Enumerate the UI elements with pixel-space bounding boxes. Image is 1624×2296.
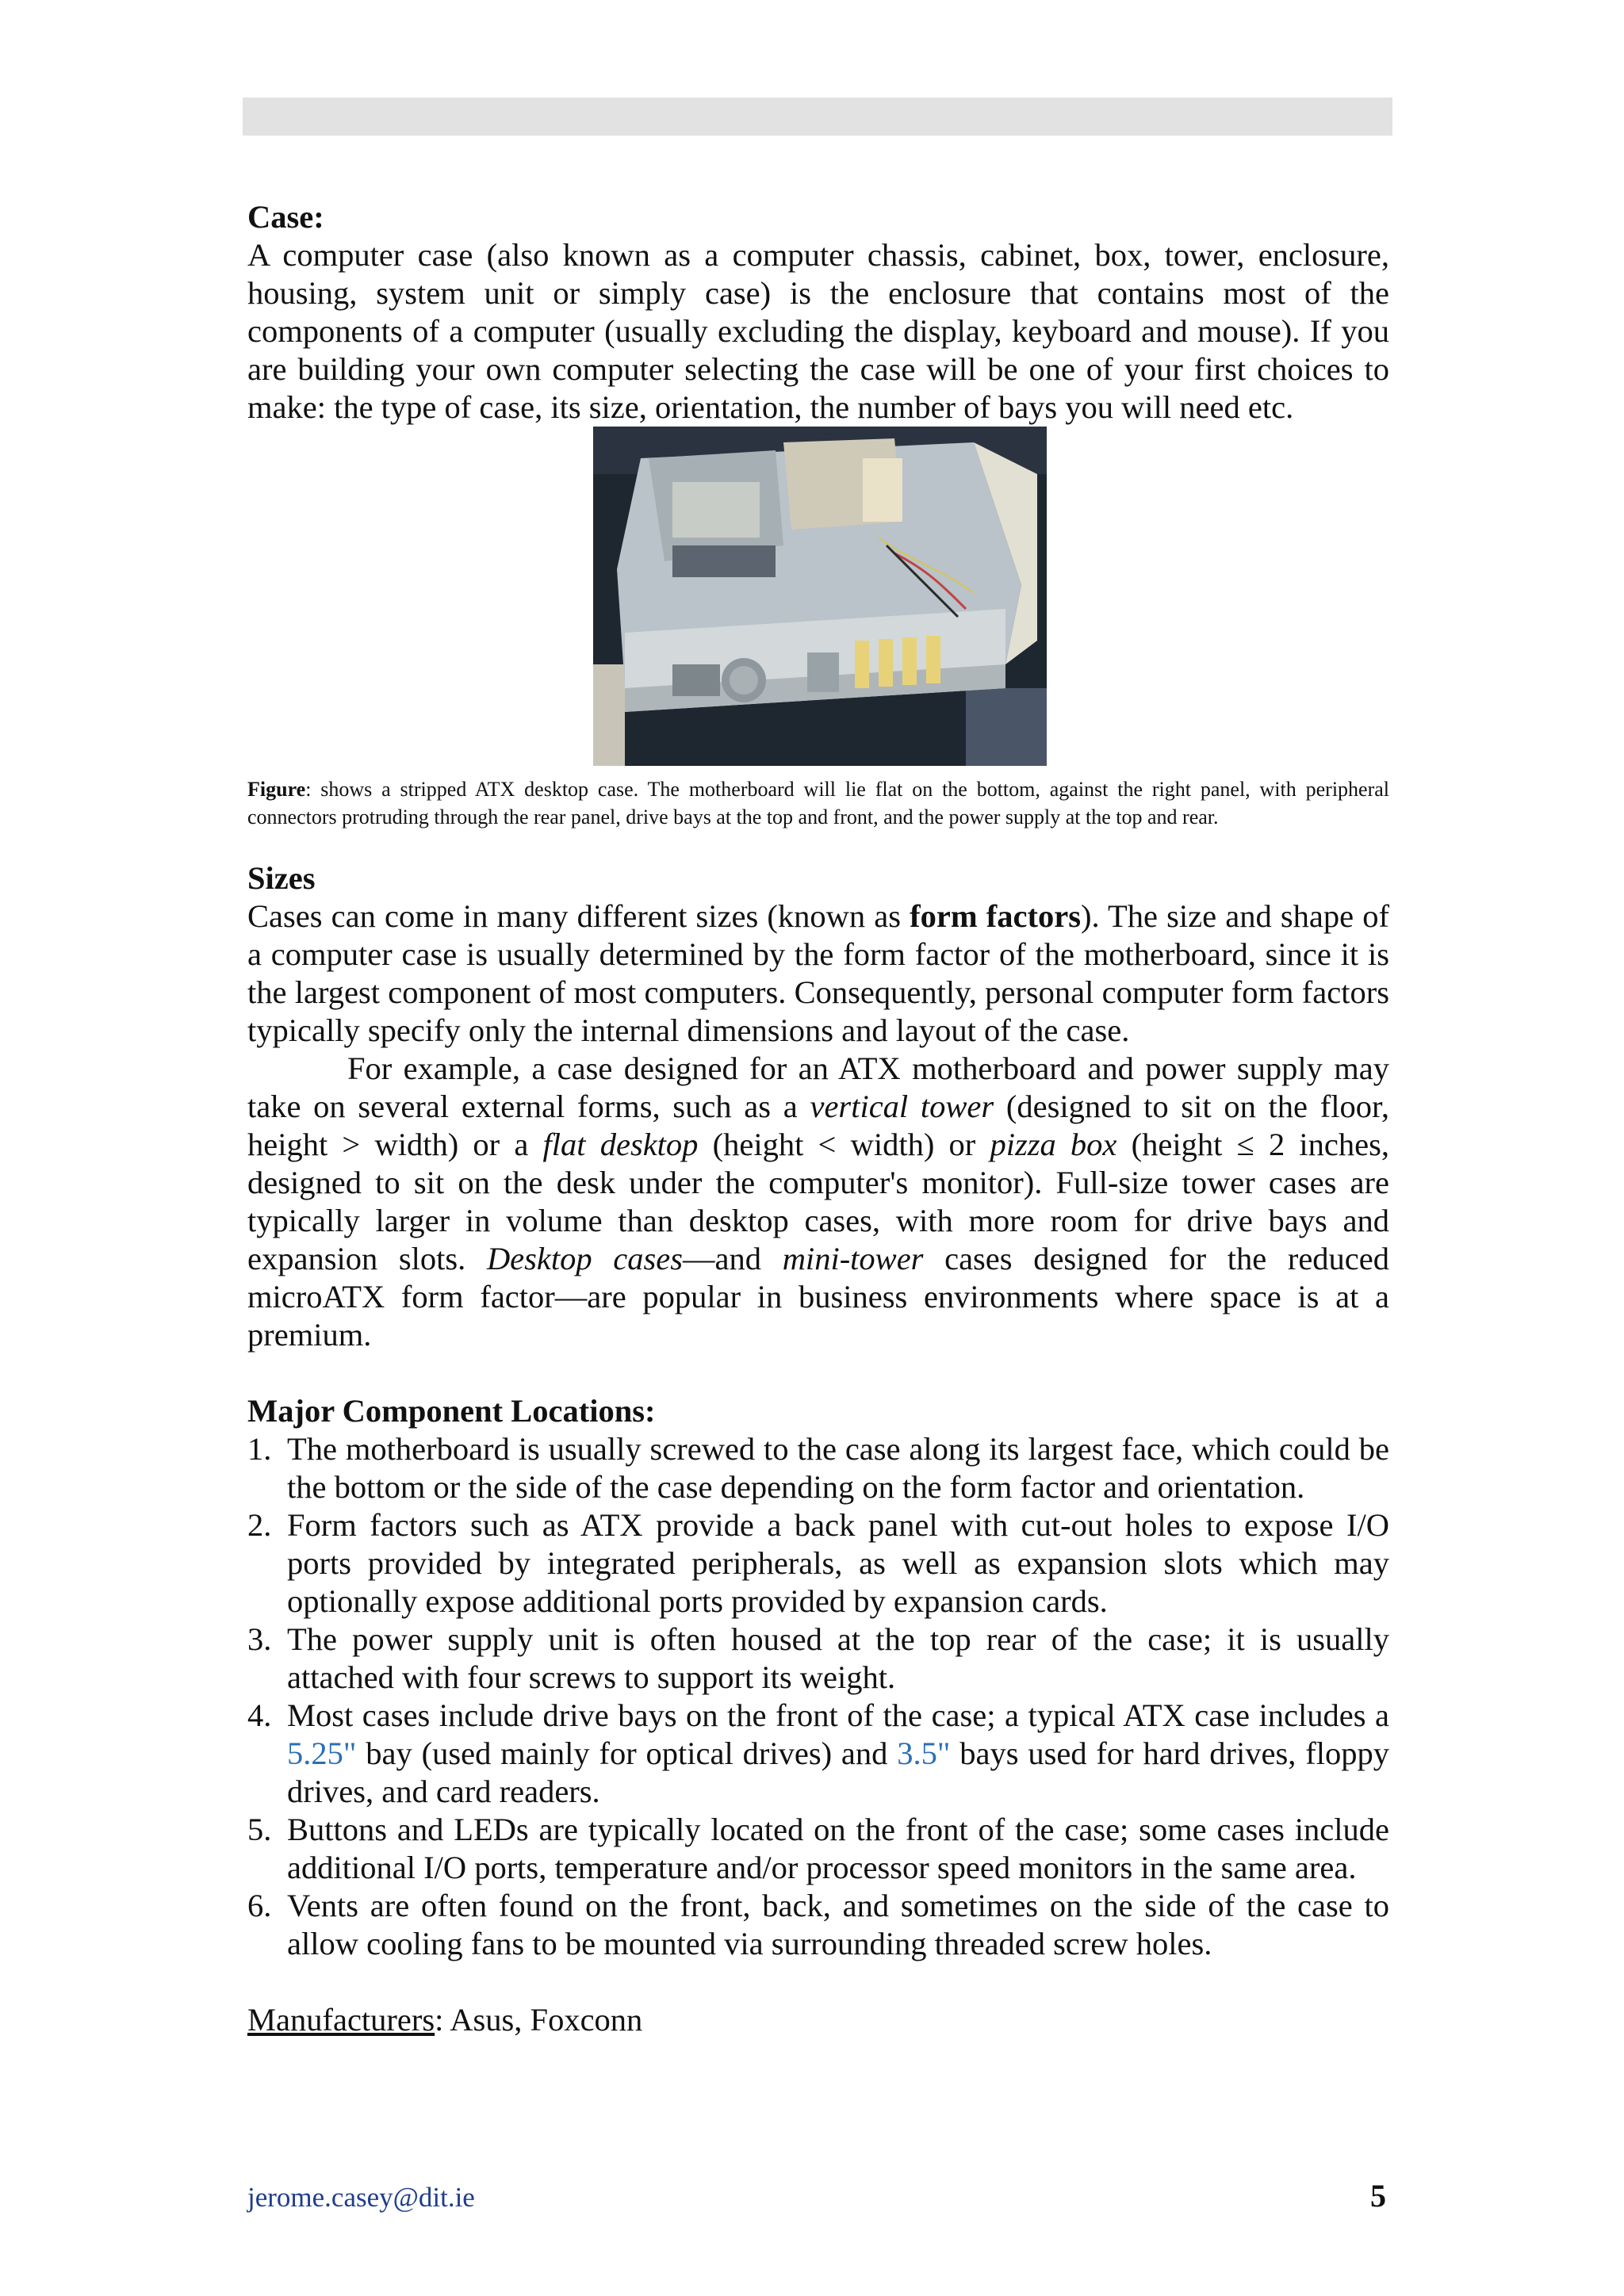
list-item-text: Form factors such as ATX provide a back panel with cut-out holes to expose I/O ports provided by integrated peripherals, as well as expansion slots which may optionally expose additional ports provided by expansion cards. [287, 1507, 1389, 1619]
manufacturers-line [247, 2001, 1389, 2039]
sizes-p2-text-f: cases designed for the reduced microATX form factor—are popular in business environments where space is at a premium. [247, 1241, 1390, 1353]
form-factors-term: form factors [910, 898, 1081, 934]
list-item [247, 1506, 1389, 1621]
list-number: 4. [247, 1697, 272, 1733]
vertical-tower-term: vertical tower [810, 1089, 994, 1124]
sizes-paragraph-2 [247, 1050, 1389, 1354]
list-number: 1. [247, 1431, 272, 1467]
flat-desktop-term: flat desktop [542, 1127, 699, 1162]
pizza-box-term: pizza box [990, 1127, 1117, 1162]
list-item [247, 1887, 1389, 1963]
spacer [247, 1963, 1389, 2001]
desktop-cases-term: Desktop cases [486, 1241, 684, 1276]
page-content [247, 198, 1389, 2039]
spacer [247, 1354, 1389, 1392]
sizes-p2-text-d: (height ≤ 2 inches, designed to sit on the desk under the computer's monitor). Full-size tower cases are typically larger in volume than desktop cases, with more room for drive bays and expansion slots. [247, 1127, 1389, 1276]
bay-5-25-link[interactable]: 5.25" [287, 1735, 357, 1771]
atx-case-photo [593, 427, 1047, 766]
locations-heading: Major Component Locations: [247, 1393, 656, 1429]
list-item [247, 1697, 1389, 1811]
list-item-text: Vents are often found on the front, back, and sometimes on the side of the case to allow cooling fans to be mounted via surrounding threaded screw holes. [287, 1888, 1389, 1961]
sizes-p1-text-a: Cases can come in many different sizes (known as [247, 898, 910, 934]
case-heading: Case: [247, 199, 324, 235]
list-number: 2. [247, 1507, 272, 1543]
list-item-text-b: bay (used mainly for optical drives) and [356, 1735, 898, 1771]
list-item-text: The power supply unit is often housed at the top rear of the case; it is usually attached with four screws to support its weight. [287, 1621, 1389, 1695]
case-intro: A computer case (also known as a computer chassis, cabinet, box, tower, enclosure, housing, system unit or simply case) is the enclosure that contains most of the components of a computer (usually excluding the display, keyboard and mouse). If you are building your own computer selecting the case will be one of your first choices to make: the type of case, its size, orientation, the number of bays you will need etc. [247, 237, 1389, 425]
list-item [247, 1430, 1389, 1506]
figure [247, 427, 1389, 769]
list-item-text-c: bays used for hard drives, floppy drives, and card readers. [287, 1735, 1389, 1809]
list-item-text-a: Most cases include drive bays on the front of the case; a typical ATX case includes a [287, 1697, 1389, 1733]
list-item [247, 1621, 1389, 1697]
list-item-text: The motherboard is usually screwed to the case along its largest face, which could be the bottom or the side of the case depending on the form factor and orientation. [287, 1431, 1389, 1505]
header-bar [243, 98, 1392, 136]
list-number: 5. [247, 1812, 272, 1847]
mini-tower-term: mini-tower [782, 1241, 924, 1276]
sizes-heading: Sizes [247, 860, 316, 896]
page-number: 5 [1370, 2178, 1386, 2214]
list-item [247, 1811, 1389, 1887]
manufacturers-value: : Asus, Foxconn [435, 2002, 643, 2038]
figure-caption [247, 775, 1389, 831]
sizes-p2-text-e: —and [683, 1241, 783, 1276]
sizes-p2-text-c: (height < width) or [698, 1127, 990, 1162]
list-number: 6. [247, 1888, 272, 1923]
sizes-paragraph-1 [247, 897, 1389, 1050]
list-number: 3. [247, 1621, 272, 1657]
list-item-text: Buttons and LEDs are typically located on the front of the case; some cases include additional I/O ports, temperature and/or processor speed monitors in the same area. [287, 1812, 1389, 1885]
sizes-p2-text-b: (designed to sit on the floor, height > width) or a [247, 1089, 1389, 1162]
footer-email[interactable]: jerome.casey@dit.ie [247, 2182, 475, 2213]
manufacturers-label: Manufacturers [247, 2002, 435, 2038]
sizes-p2-text-a: For example, a case designed for an ATX motherboard and power supply may take on several external forms, such as a [247, 1050, 1389, 1124]
figure-label: Figure [247, 778, 306, 801]
figure-caption-text: : shows a stripped ATX desktop case. The motherboard will lie flat on the bottom, against the right panel, with peripheral connectors protruding through the rear panel, drive bays at the top and front, and the power supply at the top and rear. [247, 778, 1389, 828]
sizes-p1-text-b: ). The size and shape of a computer case is usually determined by the form factor of the motherboard, since it is the largest component of most computers. Consequently, personal computer form factors typically specify only the internal dimensions and layout of the case. [247, 898, 1389, 1048]
bay-3-5-link[interactable]: 3.5" [897, 1735, 951, 1771]
spacer [247, 831, 1389, 859]
locations-list [247, 1430, 1389, 1963]
